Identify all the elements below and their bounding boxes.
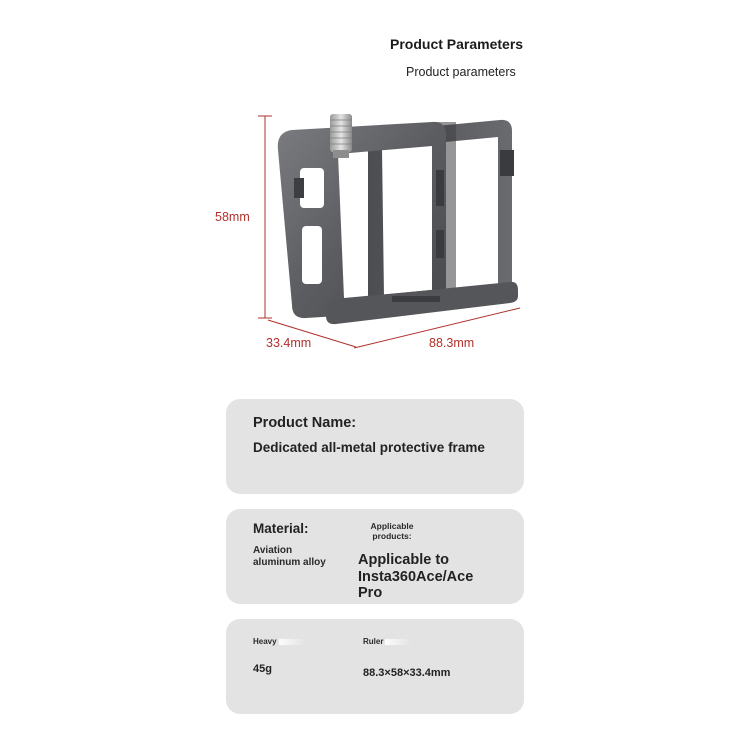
screw-knob bbox=[330, 114, 352, 158]
frame-front bbox=[278, 122, 518, 324]
material-value-line1: Aviation bbox=[253, 545, 293, 556]
ruler-value: 88.3×58×33.4mm bbox=[363, 667, 451, 679]
ruler-label: Ruler bbox=[363, 637, 411, 646]
dimension-width-label: 88.3mm bbox=[429, 336, 475, 350]
applicable-value-line1: Applicable to bbox=[358, 552, 450, 568]
applicable-label-line1: Applicable bbox=[370, 521, 414, 531]
product-name-label: Product Name: bbox=[253, 415, 357, 431]
material-card bbox=[226, 509, 524, 604]
material-label: Material: bbox=[253, 521, 309, 536]
dimension-depth-label: 33.4mm bbox=[266, 336, 312, 350]
product-name-card bbox=[226, 399, 524, 494]
product-name-value: Dedicated all-metal protective frame bbox=[253, 440, 485, 455]
material-value-line2: aluminum alloy bbox=[253, 557, 326, 568]
applicable-label-line2: products: bbox=[372, 531, 412, 541]
page-subtitle: Product parameters bbox=[406, 65, 516, 79]
page-title: Product Parameters bbox=[390, 36, 524, 52]
weight-value: 45g bbox=[253, 663, 272, 675]
applicable-value-line2: Insta360Ace/Ace bbox=[358, 568, 474, 585]
weight-label: Heavy bbox=[253, 637, 305, 646]
specs-card bbox=[226, 619, 524, 714]
dimension-height-label: 58mm bbox=[215, 210, 250, 224]
applicable-value-line3: Pro bbox=[358, 585, 383, 601]
